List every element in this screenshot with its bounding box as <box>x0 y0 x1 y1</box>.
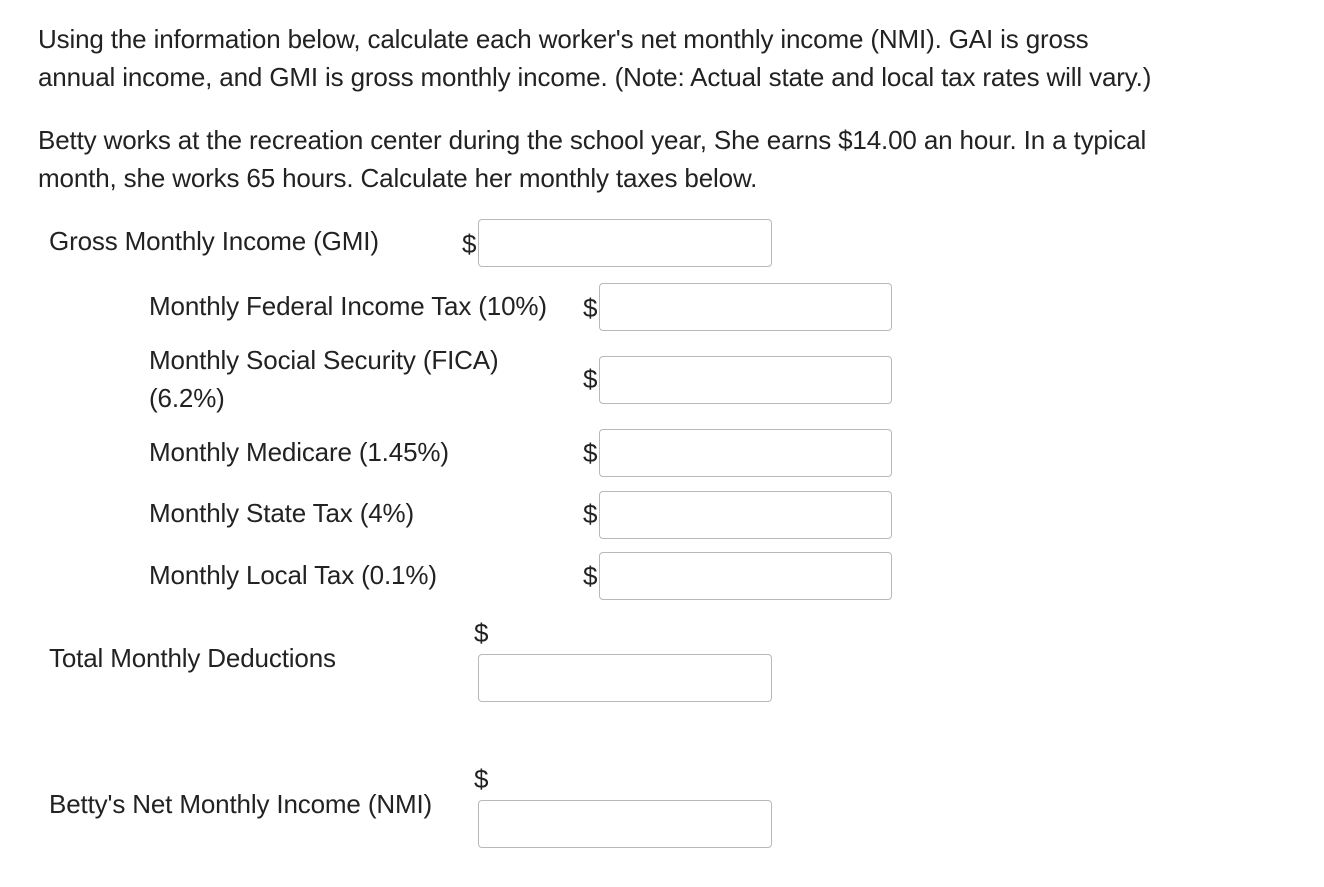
total-deductions-label: Total Monthly Deductions <box>49 643 336 673</box>
state-tax-input[interactable] <box>599 491 892 539</box>
instructions-text <box>38 21 1278 96</box>
local-tax-label: Monthly Local Tax (0.1%) <box>149 560 437 590</box>
state-tax-label: Monthly State Tax (4%) <box>149 498 415 528</box>
local-tax-currency-symbol: $ <box>583 561 598 591</box>
total-deductions-currency-symbol: $ <box>474 618 489 648</box>
medicare-currency-symbol: $ <box>583 438 598 468</box>
nmi-label: Betty's Net Monthly Income (NMI) <box>49 789 433 819</box>
nmi-currency-symbol: $ <box>474 764 489 794</box>
medicare-input[interactable] <box>599 429 892 477</box>
nmi-input[interactable] <box>478 800 772 848</box>
medicare-label: Monthly Medicare (1.45%) <box>149 437 449 467</box>
fica-label-line-1: Monthly Social Security (FICA) <box>149 345 499 375</box>
total-deductions-input[interactable] <box>478 654 772 702</box>
state-tax-currency-symbol: $ <box>583 499 598 529</box>
instructions-line-1: Using the information below, calculate each worker's net monthly income (NMI). GAI is gross <box>38 24 1089 54</box>
federal-tax-label: Monthly Federal Income Tax (10%) <box>149 291 547 321</box>
federal-tax-input[interactable] <box>599 283 892 331</box>
instructions-line-2: annual income, and GMI is gross monthly income. (Note: Actual state and local tax rates will vary.) <box>38 61 1152 92</box>
fica-label <box>149 342 498 417</box>
fica-label-line-2: (6.2%) <box>149 382 225 413</box>
scenario-line-2: month, she works 65 hours. Calculate her monthly taxes below. <box>38 162 758 193</box>
fica-currency-symbol: $ <box>583 364 598 394</box>
gmi-currency-symbol: $ <box>462 229 477 259</box>
gmi-label: Gross Monthly Income (GMI) <box>49 226 379 256</box>
fica-input[interactable] <box>599 356 892 404</box>
gmi-input[interactable] <box>478 219 772 267</box>
federal-tax-currency-symbol: $ <box>583 293 598 323</box>
local-tax-input[interactable] <box>599 552 892 600</box>
scenario-text <box>38 122 1278 197</box>
scenario-line-1: Betty works at the recreation center during the school year, She earns $14.00 an hour. In a typical <box>38 125 1147 155</box>
